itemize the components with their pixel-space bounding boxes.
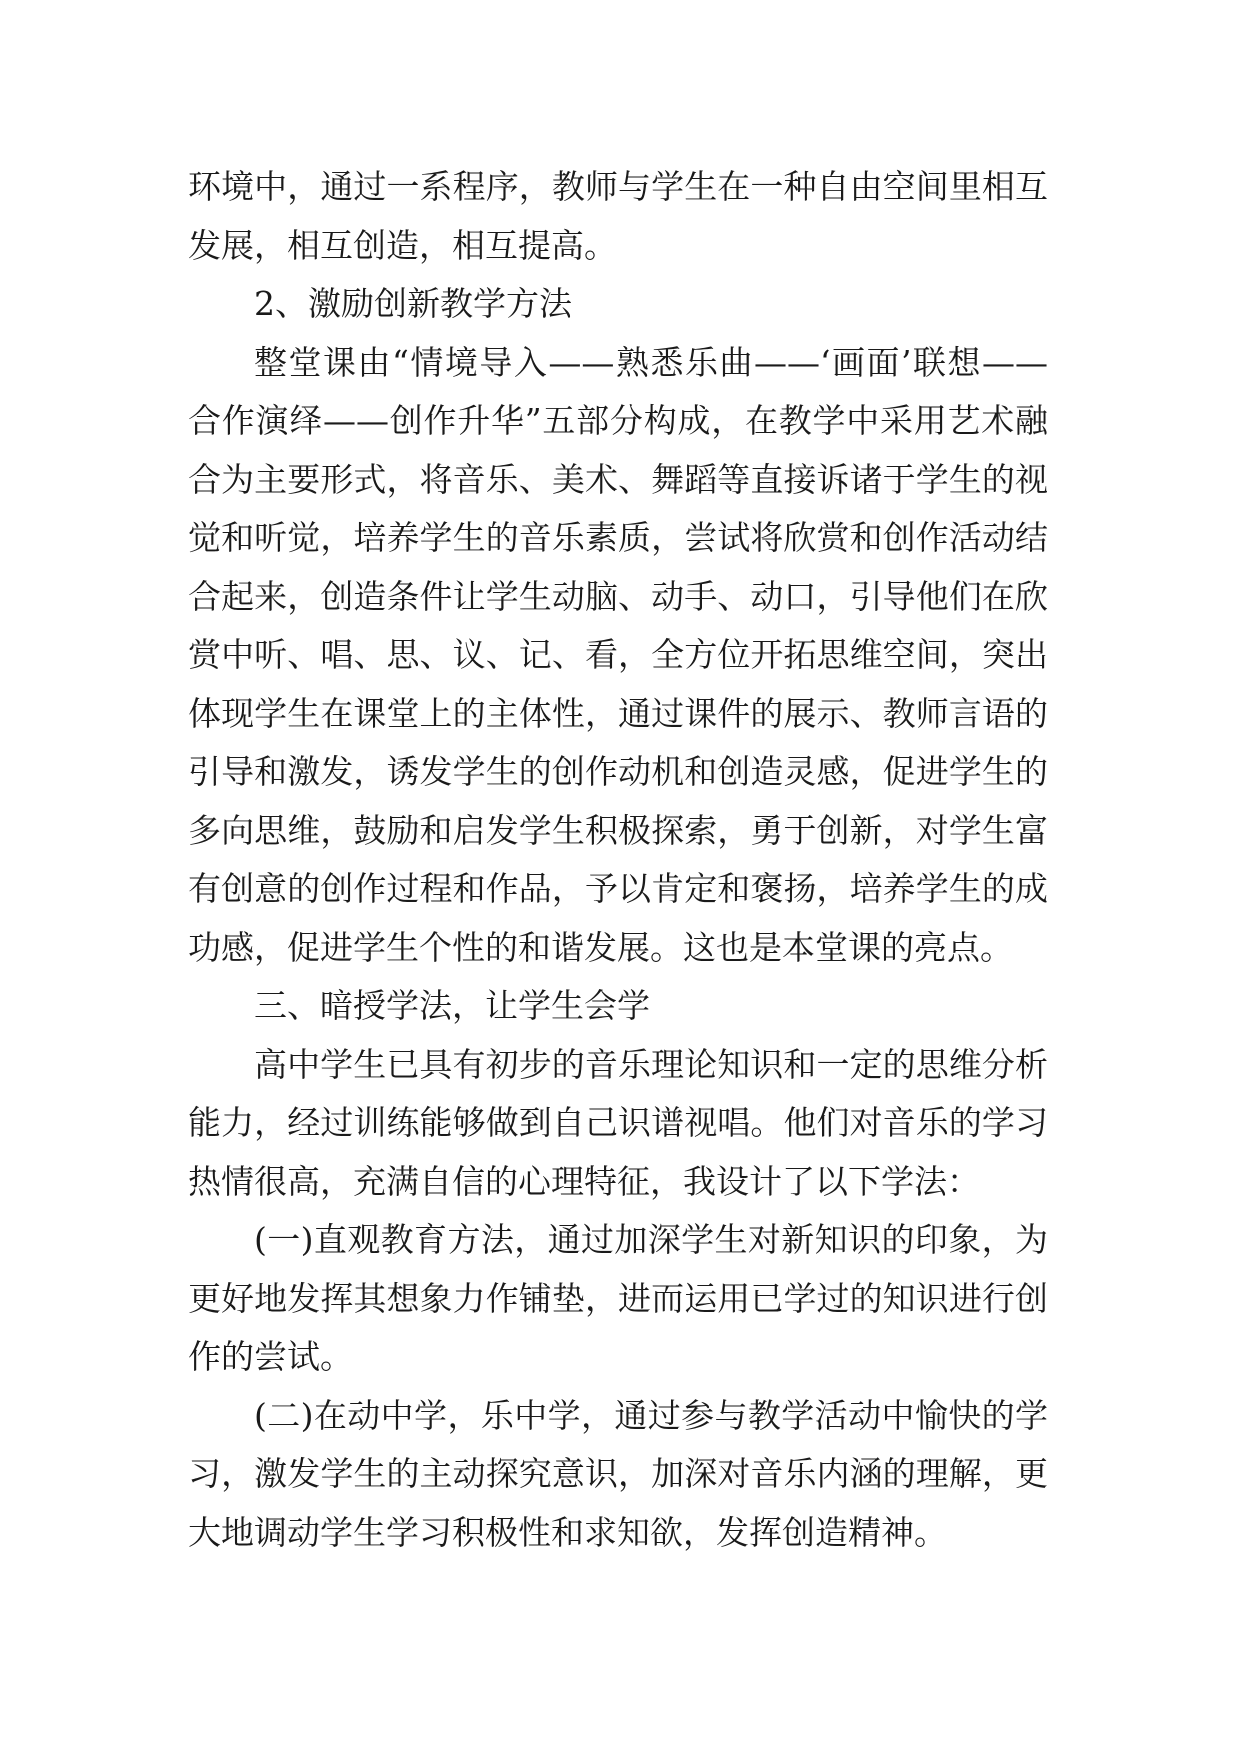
paragraph-student-profile: 高中学生已具有初步的音乐理论知识和一定的思维分析能力，经过训练能够做到自己识谱视唱。他们对音乐的学习热情很高，充满自信的心理特征，我设计了以下学法： bbox=[188, 1044, 1048, 1201]
paragraph-lesson-structure: 整堂课由“情境导入——熟悉乐曲——‘画面’联想——合作演绎——创作升华”五部分构成，在教学中采用艺术融合为主要形式，将音乐、美术、舞蹈等直接诉诸于学生的视觉和听觉，培养学生的音乐素质，尝试将欣赏和创作活动结合起来，创造条件让学生动脑、动手、动口，引导他们在欣赏中听、唱、思、议、记、看，全方位开拓思维空间，突出体现学生在课堂上的主体性，通过课件的展示、教师言语的引导和激发，诱发学生的创作动机和创造灵感，促进学生的多向思维，鼓励和启发学生积极探索，勇于创新，对学生富有创意的创作过程和作品，予以肯定和褒扬，培养学生的成功感，促进学生个性的和谐发展。这也是本堂课的亮点。 bbox=[188, 342, 1048, 967]
document-body bbox=[188, 158, 1048, 1562]
section-heading-learning-method: 三、暗授学法，让学生会学 bbox=[254, 986, 650, 1025]
paragraph-method-one: (一)直观教育方法，通过加深学生对新知识的印象，为更好地发挥其想象力作铺垫，进而运用已学过的知识进行创作的尝试。 bbox=[188, 1220, 1048, 1376]
paragraph-method-two: (二)在动中学，乐中学，通过参与教学活动中愉快的学习，激发学生的主动探究意识，加深对音乐内涵的理解，更大地调动学生学习积极性和求知欲，发挥创造精神。 bbox=[188, 1395, 1048, 1552]
paragraph-continuation: 环境中，通过一系程序，教师与学生在一种自由空间里相互发展，相互创造，相互提高。 bbox=[188, 167, 1048, 265]
section-heading-teaching-method: 2、激励创新教学方法 bbox=[254, 284, 572, 323]
